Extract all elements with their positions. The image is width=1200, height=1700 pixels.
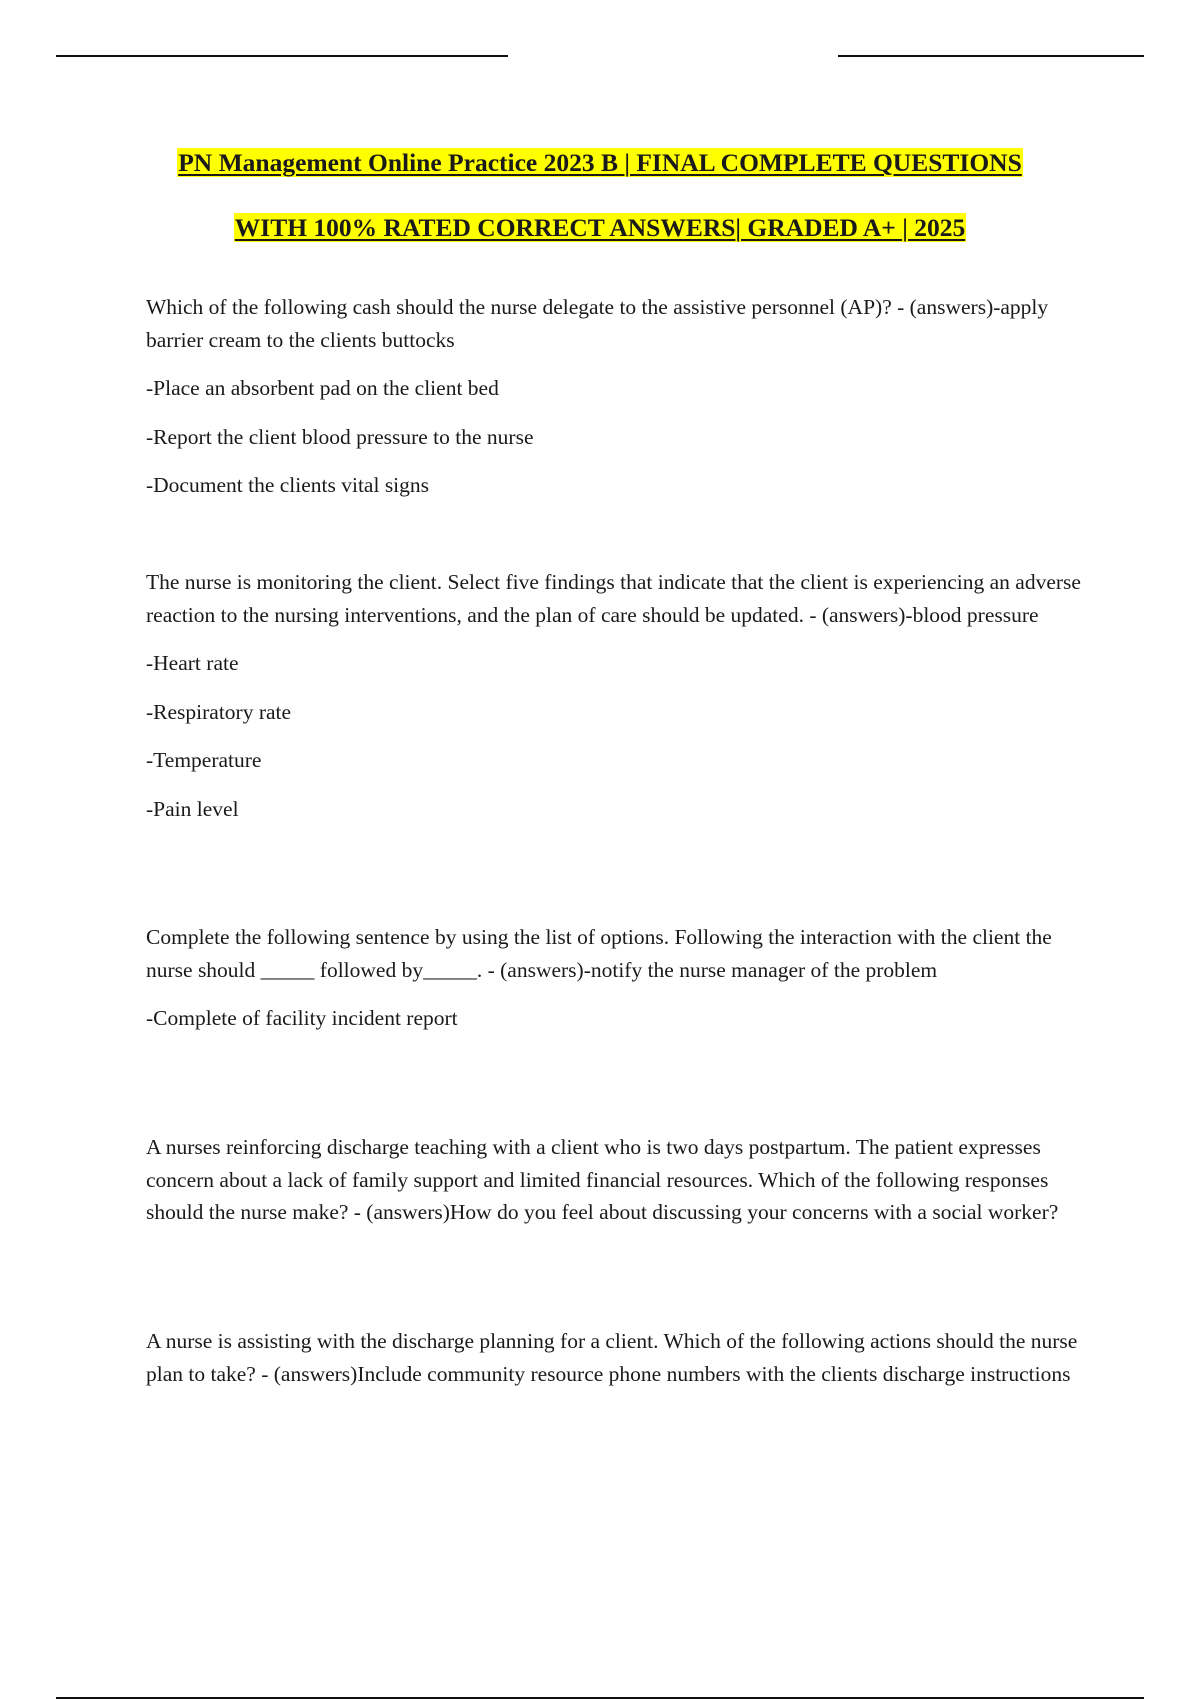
question-block [146, 1131, 1096, 1229]
question-block [146, 1325, 1096, 1390]
question-block [146, 291, 1096, 502]
answer-option: -Pain level [146, 796, 239, 821]
question-block [146, 921, 1096, 1035]
answer-option: -Place an absorbent pad on the client bed [146, 376, 499, 400]
footer-rule [56, 1697, 1144, 1699]
document-title-line-1 [0, 146, 1200, 180]
question-block [146, 566, 1096, 825]
question-text: Which of the following cash should the nurse delegate to the assistive personnel (AP)? - (answers)-apply barrier cream to the clients buttocks [146, 295, 1049, 352]
question-text: The nurse is monitoring the client. Select five findings that indicate that the client is experiencing an adverse reaction to the nursing interventions, and the plan of care should be updated. - (answers)-blood pressure [146, 570, 1081, 627]
answer-option: -Report the client blood pressure to the nurse [146, 424, 534, 449]
answer-option: -Temperature [146, 748, 262, 772]
question-text: A nurses reinforcing discharge teaching with a client who is two days postpartum. The patient expresses concern about a lack of family support and limited financial resources. Which of the following responses should the nurse make? - (answers)How do you feel about discussing your concerns with a social worker? [146, 1135, 1059, 1224]
answer-option: -Document the clients vital signs [146, 473, 430, 497]
answer-option: -Heart rate [146, 651, 239, 675]
answer-option: -Respiratory rate [146, 699, 292, 724]
question-text: Complete the following sentence by using the list of options. Following the interaction with the client the nurse should _____ followed by_____. - (answers)-notify the nurse manager of the problem [146, 925, 1052, 982]
header-rule-left [56, 55, 508, 57]
title-highlight-1: PN Management Online Practice 2023 B | FINAL COMPLETE QUESTIONS [178, 148, 1022, 177]
document-title-line-2 [0, 211, 1200, 245]
header-rule-right [838, 55, 1144, 57]
answer-option: -Complete of facility incident report [146, 1006, 458, 1030]
question-text: A nurse is assisting with the discharge planning for a client. Which of the following actions should the nurse plan to take? - (answers)Include community resource phone numbers with the clients discharge instructions [146, 1329, 1078, 1386]
title-highlight-2: WITH 100% RATED CORRECT ANSWERS| GRADED A+ | 2025 [234, 213, 966, 242]
